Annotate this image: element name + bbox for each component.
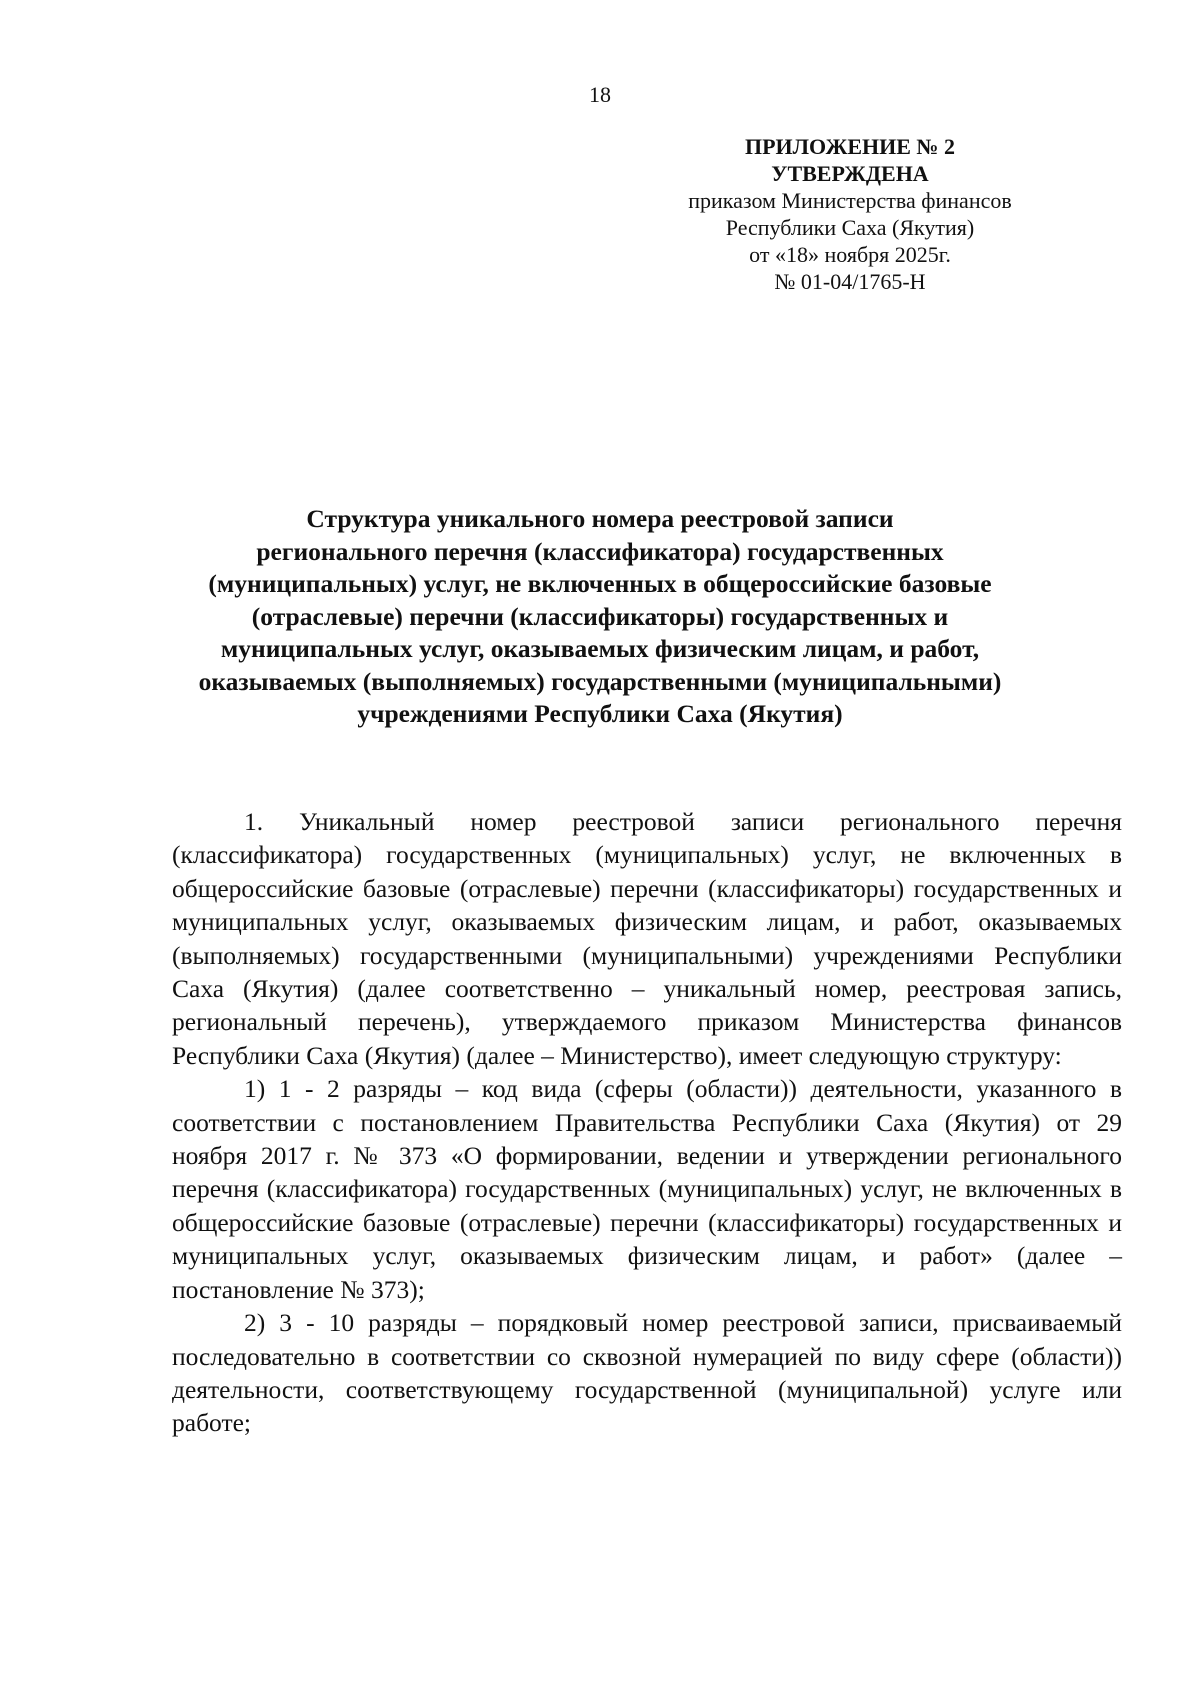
paragraph-item-2: 2) 3 - 10 разряды – порядковый номер реестровой записи, присваиваемый последовательно в соответствии со сквозной нумерацией по виду сфере (области)) деятельности, соответствующему государственной (муниципальной) услуге или работе; [172, 1308, 1122, 1438]
document-title [160, 503, 1040, 731]
approval-line-3: от «18» ноября 2025г. [749, 242, 951, 267]
approval-line-4: № 01-04/1765-Н [774, 269, 926, 294]
title-line: Структура уникального номера реестровой записи [306, 504, 894, 533]
approval-block [640, 133, 1060, 295]
title-line: оказываемых (выполняемых) государственными (муниципальными) [198, 666, 1002, 696]
approved-label: УТВЕРЖДЕНА [771, 161, 929, 186]
title-line: (муниципальных) услуг, не включенных в общероссийские базовые [208, 569, 992, 598]
approval-line-1: приказом Министерства финансов [688, 188, 1012, 213]
approval-line-2: Республики Саха (Якутия) [725, 215, 975, 240]
page-number: 18 [589, 82, 611, 107]
title-line: (отраслевые) перечни (классификаторы) государственных и [251, 601, 949, 631]
paragraph-item-1: 1) 1 - 2 разряды – код вида (сферы (области)) деятельности, указанного в соответствии с постановлением Правительства Республики Саха (Якутия) от 29 ноября 2017 г. № 373 «О формировании, ведении и утверждении регионального перечня (классификатора) государственных (муниципальных) услуг, не включенных в общероссийские базовые (отраслевые) перечни (классификаторы) государственных и муниципальных услуг, оказываемых физическим лицам, и работ» (далее – постановление № 373); [172, 1074, 1122, 1304]
title-line: муниципальных услуг, оказываемых физическим лицам, и работ, [220, 634, 980, 663]
title-line: регионального перечня (классификатора) государственных [256, 536, 944, 566]
document-body [172, 805, 1122, 1440]
title-line: учреждениями Республики Саха (Якутия) [357, 699, 843, 728]
paragraph-1: 1. Уникальный номер реестровой записи регионального перечня (классификатора) государственных (муниципальных) услуг, не включенных в общероссийские базовые (отраслевые) перечни (классификаторы) государственных и муниципальных услуг, оказываемых физическим лицам, и работ, оказываемых (выполняемых) государственными (муниципальными) учреждениями Республики Саха (Якутия) (далее соответственно – уникальный номер, реестровая запись, региональный перечень), утверждаемого приказом Министерства финансов Республики Саха (Якутия) (далее – Министерство), имеет следующую структуру: [172, 807, 1122, 1070]
appendix-label: ПРИЛОЖЕНИЕ № 2 [744, 134, 956, 159]
